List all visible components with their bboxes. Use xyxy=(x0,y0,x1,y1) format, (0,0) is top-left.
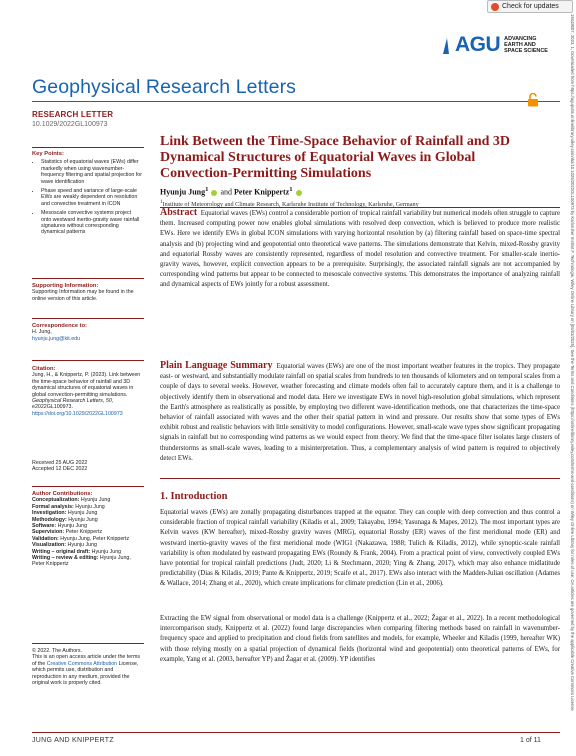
abstract xyxy=(160,208,560,291)
author-affiliation-mark: 1 xyxy=(205,186,209,193)
sidebar-divider xyxy=(32,318,144,319)
agu-tagline xyxy=(504,36,548,55)
abstract-text: Equatorial waves (EWs) control a considerable portion of tropical rainfall variability but numerical models often struggle to capture them. Increased computing power now enables global simulations with resolved deep convection, which is believed to produce more realistic EWs. Here we identify EWs in global ICON simulations with varying horizontal resolution by (a) filtering rainfall based on space-time spectral analysis and (b) projecting wind and geopotential onto theoretical wave patterns. The simulations demonstrate that Kelvin, mixed-Rossby gravity and equatorial Rossby waves are consistently represented, regardless of model resolution and convective treatment. For smaller-scale inertio-gravity waves, however, explicit convection appears to be a prerequisite. Surprisingly, the associated rainfall signals are not accompanied by corresponding wind patterns but appear to be connected to mesoscale convective systems. This demonstrates the importance of analyzing rainfall and dynamical aspects of EWs jointly for a robust assessment. xyxy=(160,210,560,289)
key-point: • Statistics of equatorial waves (EWs) differ markedly when using wavenumber-frequency filtering and spatial projection for wave identification xyxy=(41,159,142,185)
supporting-info xyxy=(32,283,142,302)
contribution-role: Investigation: xyxy=(32,510,67,517)
author-name[interactable]: Hyunju Jung xyxy=(160,187,206,197)
intro-paragraph-text: Equatorial waves (EWs) are zonally propagating disturbances trapped at the equator. They can couple with deep convection and thus control a considerable fraction of tropical rainfall variability (Kiladis et al., 2009; Takayabu, 1994; Yasunaga & Mapes, 2012). The most important types are Kelvin waves (KW hereafter), mixed-Rossby gravity waves (MRG), equatorial Rossby (ER) waves of the first meridional mode (ER) and westward inertio-gravity waves of the first meridional mode (WIG1 (Nakazawa, 1988; Tulich & Kiladis, 2012), while synoptic-scale rainfall variability is often modulated by eastward propagating EWs (Roundy & Frank, 2004). From a practical point of view, convectively coupled EWs have potential for tropical rainfall predictions (Judt, 2020; Li & Stechmann, 2020; Ying & Zhang, 2017), which may also enhance midlatitude predictability (Dias & Kiladis, 2019; Pante & Knippertz, 2019; Scaife et al., 2017). EWs also interact with the Madden-Julian oscillation (Adames & Wallace, 2014; Zhang et al., 2020), which create implications for climate prediction (Lin et al., 2006). xyxy=(160,509,560,588)
plain-summary-text: Equatorial waves (EWs) are one of the most important weather features in the tropics. They propagate east- or westward, and substantially modulate rainfall on spatial scales from hundreds to ten thousands of kilometers and on temporal scales from a couple of days to several weeks. However, weather forecasting and climate models often fail to accurately capture them, and it is a challenge to objectively identify them in observational and model data. Here we investigate EWs in novel high-resolution global simulations, which represent the Earth's atmosphere as realistically as possible, by employing two different wave-identification methods, one that characterizes the time-space behavior of rainfall associated with waves and the other their spatial pattern in wind and pressure. Our results show that some types of EWs exhibit robust and realistic behaviors with little sensitivity to model configurations. However, small-scale wave types show significant propagating signals in rainfall but no corresponding wind patterns as we would expect from theory. We find that the time-space filter isolates large clusters of thunderstorms as small-scale waves, leading to a misinterpretation. Thus, a complementary analysis of wind pattern is required to objectively detect EWs. xyxy=(160,363,561,462)
key-point: • Mesoscale convective systems project onto westward inertio-gravity wave rainfall signatures without corresponding dynamical patterns xyxy=(41,210,142,236)
affiliation-mark: 1 xyxy=(160,199,163,205)
download-notice xyxy=(567,14,575,744)
agu-tagline-line: SPACE SCIENCE xyxy=(504,48,548,55)
contribution-role: Conceptualization: xyxy=(32,497,80,504)
copyright-text: This is an open access article under the terms of the xyxy=(32,654,141,667)
correspondence-email-link[interactable]: hyunju.jung@kit.edu xyxy=(32,335,81,342)
intro-paragraph xyxy=(160,508,560,590)
contribution-names: Hyunju Jung xyxy=(75,503,105,510)
sidebar-divider xyxy=(32,360,144,361)
article-type: RESEARCH LETTER xyxy=(32,110,114,119)
check-updates-label: Check for updates xyxy=(502,3,559,10)
agu-logo[interactable] xyxy=(441,33,548,57)
orcid-icon[interactable] xyxy=(296,190,302,196)
supporting-text: Supporting Information may be found in the online version of this article. xyxy=(32,289,134,302)
author-conjunction: and xyxy=(220,187,235,197)
doi: 10.1029/2022GL100973 xyxy=(32,121,108,128)
contribution-names: Hyunju Jung xyxy=(67,510,98,517)
agu-tagline-line: ADVANCING xyxy=(504,35,537,42)
sidebar-divider xyxy=(32,643,144,644)
orcid-icon[interactable] xyxy=(211,190,217,196)
contribution-role: Validation: xyxy=(32,535,59,542)
contribution-names: Hyunju Jung xyxy=(68,516,98,523)
copyright xyxy=(32,648,142,686)
citation-journal: Geophysical Research Letters, 50, xyxy=(32,398,114,405)
section-divider xyxy=(160,478,560,479)
received-date: Received 25 AUG 2022 xyxy=(32,460,88,466)
author-name[interactable]: Peter Knippertz xyxy=(234,187,290,197)
accepted-date: Accepted 12 DEC 2022 xyxy=(32,466,88,473)
agu-mark: AGU xyxy=(455,33,501,56)
agu-logo-icon xyxy=(441,34,451,56)
article-title: Link Between the Time-Space Behavior of Rainfall and 3D Dynamical Structures of Equatorial Waves in Global Convection-Permitting Simulations xyxy=(160,134,511,181)
correspondence-heading: Correspondence to: xyxy=(32,323,88,329)
correspondence-name: H. Jung, xyxy=(32,329,52,336)
contribution-names: Hyunju Jung xyxy=(80,497,111,504)
contributions-heading: Author Contributions: xyxy=(32,491,93,497)
contribution-role: Writing – original draft: xyxy=(32,548,91,555)
contribution-names: Hyunju Jung, Peter Knippertz xyxy=(60,535,130,542)
key-points-heading: Key Points: xyxy=(32,151,64,157)
key-points xyxy=(32,151,142,239)
agu-tagline-line: EARTH AND xyxy=(504,41,536,48)
contribution-names: Hyunju Jung, Peter Knippertz xyxy=(32,555,131,568)
citation-id: e2022GL100973. xyxy=(32,404,73,411)
sidebar-divider xyxy=(32,278,144,279)
footer-divider xyxy=(32,732,560,733)
sidebar-divider xyxy=(32,147,144,148)
affiliation-text: Institute of Meteorology and Climate Research, Karlsruhe Institute of Technology, Karlsruhe, Germany xyxy=(162,201,419,209)
sidebar-divider xyxy=(32,486,144,487)
section-heading: 1. Introduction xyxy=(160,491,228,502)
contribution-names: Hyunju Jung xyxy=(57,523,88,530)
copyright-text: License, which permits use, distribution and reproduction in any medium, provided the original work is properly cited. xyxy=(32,660,139,687)
abstract-heading: Abstract xyxy=(160,207,198,218)
author-affiliation-mark: 1 xyxy=(289,186,293,193)
contribution-row xyxy=(32,555,142,568)
contribution-role: Software: xyxy=(32,523,57,530)
page-number: 1 of 11 xyxy=(520,737,541,744)
contribution-names: Peter Knippertz xyxy=(65,529,103,536)
correspondence xyxy=(32,323,142,342)
intro-paragraph-text: Extracting the EW signal from observational or model data is a challenge (Knippertz et al., 2022; Žagar et al., 2022). In a recent methodological intercomparison study, Knippertz et al. (2022) found large discrepancies when comparing filtering methods based on rainfall in wavenumber-frequency space and applied to precipitation and cloud fields from satellites and models, for example, Wheeler and Kiladis (1999, hereafter WK) with those relying mostly on a spatial projection of dynamical fields (horizontal wind and geopotential) onto theoretical patterns of EWs, for example, Yang et al. (2003, hereafter YP) and Žagar et al. (2009). YP identifies xyxy=(160,615,560,663)
contribution-names: Hyunju Jung xyxy=(91,548,122,555)
journal-divider xyxy=(32,101,560,102)
citation-doi-link[interactable]: https://doi.org/10.1029/2022GL100973 xyxy=(32,410,123,417)
authors xyxy=(160,186,303,197)
check-for-updates-button[interactable] xyxy=(487,0,573,13)
copyright-year: © 2022. The Authors. xyxy=(32,648,83,654)
download-notice-text: 19448007, 2023, 1, Downloaded from https://agupubs.onlinelibrary.wiley.com/doi/10.1029/2022GL100973 by Karlsruher Institut F. Technologie, Wiley Online Library on [05/03/2025]. See the Terms and Conditions (https://onlinelibrary.wiley.com/terms-and-conditions) on Wiley Online Library for rules of use; OA articles are governed by the applicable Creative Commons License xyxy=(570,14,575,711)
dates xyxy=(32,460,142,473)
author-contributions xyxy=(32,491,142,568)
contribution-role: Formal analysis: xyxy=(32,503,74,510)
citation-text: Jung, H., & Knippertz, P. (2023). Link between the time-space behavior of rainfall and 3D dynamical structures of equatorial waves in global convection-permitting simulations. xyxy=(32,372,141,398)
intro-paragraph xyxy=(160,614,560,665)
running-authors: JUNG AND KNIPPERTZ xyxy=(32,737,114,744)
open-access-lock-icon xyxy=(527,93,539,107)
key-point: • Phase speed and variance of large-scale EWs are weakly dependent on resolution and convective treatment in ICON xyxy=(41,188,142,207)
supporting-heading: Supporting Information: xyxy=(32,283,99,289)
citation xyxy=(32,366,142,417)
plain-summary-heading: Plain Language Summary xyxy=(160,360,273,371)
contribution-names: Hyunju Jung xyxy=(67,542,97,549)
updates-icon xyxy=(491,3,499,11)
plain-language-summary xyxy=(160,361,560,464)
contribution-role: Methodology: xyxy=(32,516,67,523)
citation-heading: Citation: xyxy=(32,366,56,372)
license-link[interactable]: Creative Commons Attribution xyxy=(46,660,118,667)
contribution-role: Writing – review & editing: xyxy=(32,555,99,562)
contribution-role: Supervision: xyxy=(32,529,65,536)
journal-name[interactable]: Geophysical Research Letters xyxy=(32,76,297,98)
contribution-role: Visualization: xyxy=(32,542,67,549)
